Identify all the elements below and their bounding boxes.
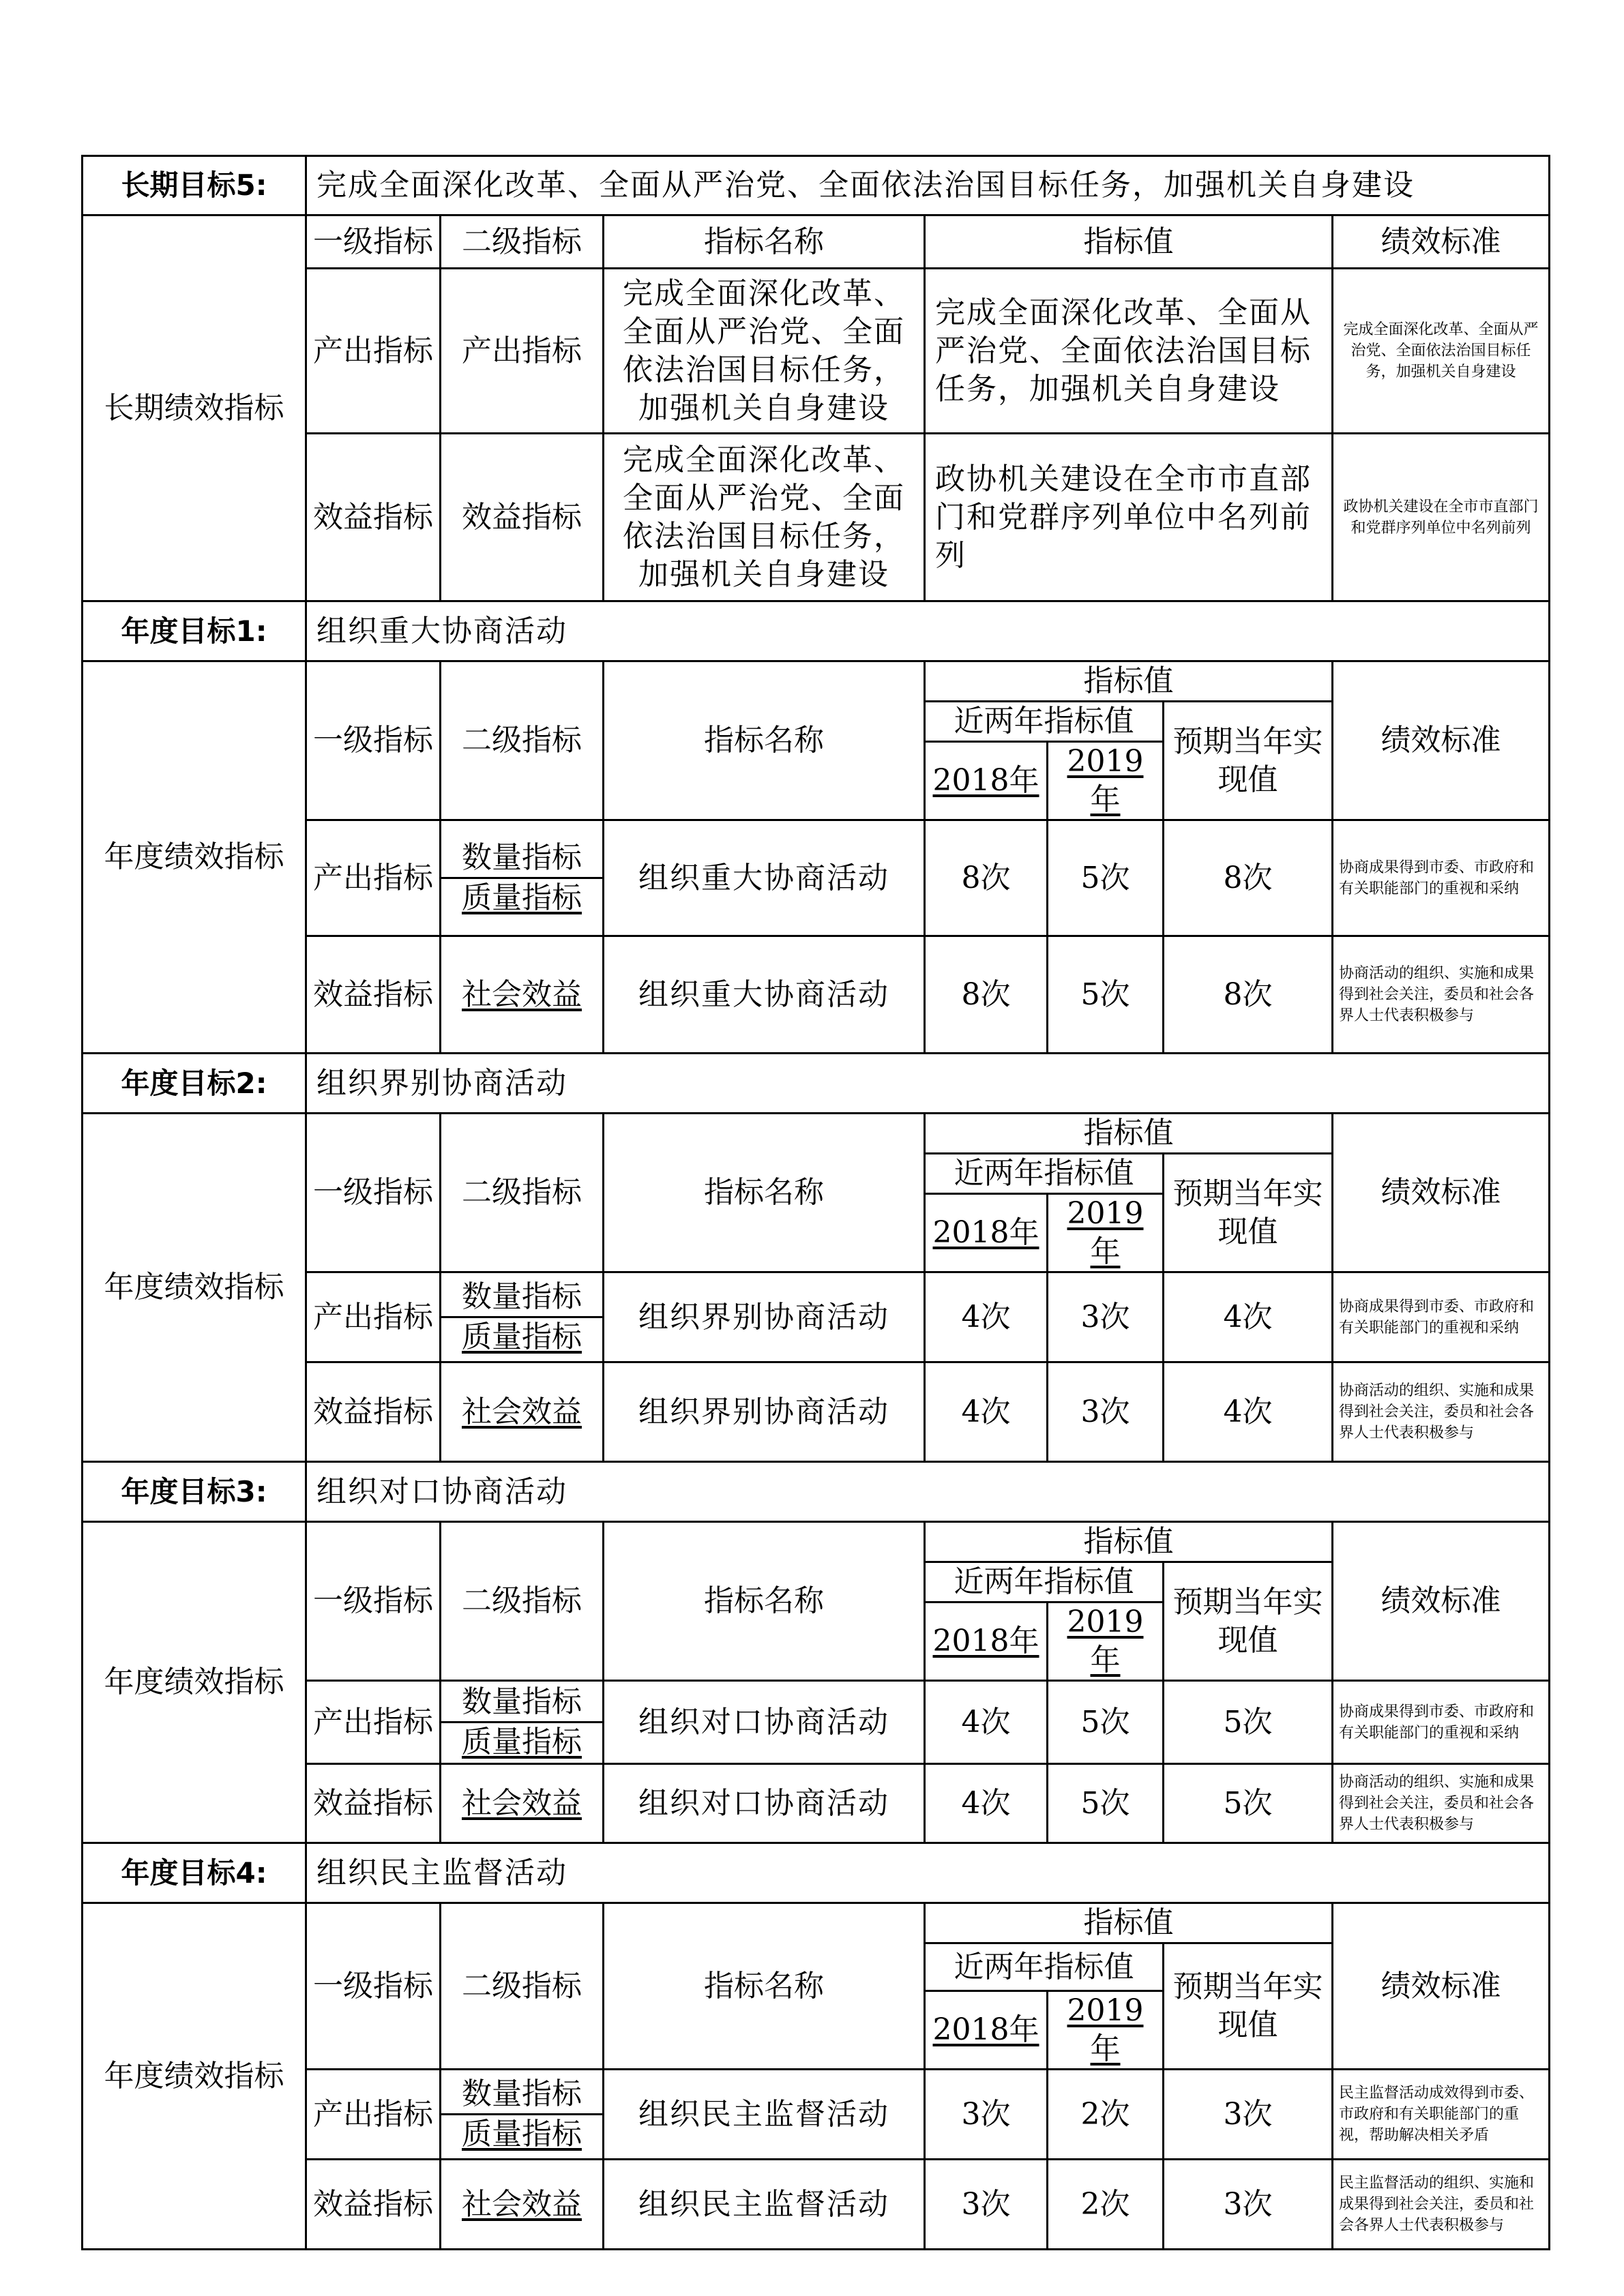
long-term-goal-row (83, 156, 1550, 215)
benefit-level1: 效益指标 (306, 1362, 441, 1462)
quality-indicator: 质量指标 (462, 1320, 582, 1354)
benefit-level2: 社会效益 (441, 1764, 604, 1843)
header-2019: 2019年 (1048, 1602, 1164, 1681)
output-name: 组织对口协商活动 (604, 1681, 925, 1764)
header-name: 指标名称 (604, 1114, 925, 1272)
lt-benefit-name: 完成全面深化改革、全面从严治党、全面依法治国目标任务，加强机关自身建设 (604, 434, 925, 601)
benefit-level2: 社会效益 (441, 936, 604, 1054)
benefit-expected: 4次 (1164, 1362, 1333, 1462)
benefit-2018: 3次 (925, 2160, 1048, 2250)
output-level2 (441, 2070, 604, 2160)
header-2019: 2019年 (1048, 1991, 1164, 2070)
benefit-2019: 5次 (1048, 936, 1164, 1054)
quality-indicator: 质量指标 (462, 2117, 582, 2151)
annual-goal-label: 年度目标4: (83, 1843, 306, 1903)
quantity-indicator: 数量指标 (441, 1683, 602, 1723)
output-name: 组织民主监督活动 (604, 2070, 925, 2160)
header-recent: 近两年指标值 (925, 1154, 1164, 1194)
header-2019: 2019年 (1048, 1194, 1164, 1272)
header-recent: 近两年指标值 (925, 702, 1164, 742)
header-expected: 预期当年实现值 (1164, 1154, 1333, 1272)
lt-output-name: 完成全面深化改革、全面从严治党、全面依法治国目标任务，加强机关自身建设 (604, 269, 925, 434)
quantity-indicator: 数量指标 (441, 1278, 602, 1318)
benefit-level2: 社会效益 (441, 2160, 604, 2250)
header-name: 指标名称 (604, 661, 925, 820)
benefit-2019: 5次 (1048, 1764, 1164, 1843)
output-standard: 协商成果得到市委、市政府和有关职能部门的重视和采纳 (1333, 1681, 1550, 1764)
header-2018: 2018年 (925, 742, 1048, 820)
benefit-standard: 民主监督活动的组织、实施和成果得到社会关注，委员和社会各界人士代表积极参与 (1333, 2160, 1550, 2250)
annual-section-label: 年度绩效指标 (83, 1114, 306, 1462)
lt-output-standard: 完成全面深化改革、全面从严治党、全面依法治国目标任务，加强机关自身建设 (1333, 269, 1550, 434)
output-level2 (441, 820, 604, 936)
lt-benefit-level2: 效益指标 (441, 434, 604, 601)
benefit-level1: 效益指标 (306, 2160, 441, 2250)
lt-output-level1: 产出指标 (306, 269, 441, 434)
performance-table (81, 155, 1550, 2250)
annual-goal-text: 组织民主监督活动 (306, 1843, 1550, 1903)
lt-output-value: 完成全面深化改革、全面从严治党、全面依法治国目标任务，加强机关自身建设 (925, 269, 1333, 434)
output-level1: 产出指标 (306, 2070, 441, 2160)
benefit-2019: 2次 (1048, 2160, 1164, 2250)
output-level1: 产出指标 (306, 1681, 441, 1764)
long-term-header-row (83, 215, 1550, 269)
benefit-standard: 协商活动的组织、实施和成果得到社会关注，委员和社会各界人士代表积极参与 (1333, 936, 1550, 1054)
output-2018: 4次 (925, 1681, 1048, 1764)
annual-goal-text: 组织界别协商活动 (306, 1054, 1550, 1114)
output-level2 (441, 1681, 604, 1764)
header-standard: 绩效标准 (1333, 1522, 1550, 1681)
header-level1: 一级指标 (306, 1903, 441, 2070)
output-name: 组织界别协商活动 (604, 1272, 925, 1362)
annual-goal-label: 年度目标3: (83, 1462, 306, 1522)
annual-goal-text: 组织对口协商活动 (306, 1462, 1550, 1522)
long-term-section-label: 长期绩效指标 (83, 215, 306, 601)
annual-goal-label: 年度目标1: (83, 601, 306, 661)
header-standard: 绩效标准 (1333, 1114, 1550, 1272)
benefit-2018: 4次 (925, 1362, 1048, 1462)
benefit-standard: 协商活动的组织、实施和成果得到社会关注，委员和社会各界人士代表积极参与 (1333, 1764, 1550, 1843)
header-standard: 绩效标准 (1333, 661, 1550, 820)
header-level1: 一级指标 (306, 1114, 441, 1272)
header-expected: 预期当年实现值 (1164, 1943, 1333, 2070)
lt-benefit-level1: 效益指标 (306, 434, 441, 601)
benefit-2019: 3次 (1048, 1362, 1164, 1462)
header-2018: 2018年 (925, 1602, 1048, 1681)
benefit-expected: 8次 (1164, 936, 1333, 1054)
annual-goal-row (83, 601, 1550, 661)
annual-section-label: 年度绩效指标 (83, 661, 306, 1054)
header-value: 指标值 (925, 1903, 1333, 1943)
header-2018: 2018年 (925, 1194, 1048, 1272)
benefit-name: 组织民主监督活动 (604, 2160, 925, 2250)
lt-output-level2: 产出指标 (441, 269, 604, 434)
output-2018: 4次 (925, 1272, 1048, 1362)
output-2018: 8次 (925, 820, 1048, 936)
header-level2: 二级指标 (441, 1114, 604, 1272)
output-2019: 5次 (1048, 1681, 1164, 1764)
annual-header-row (83, 661, 1550, 702)
lt-benefit-standard: 政协机关建设在全市市直部门和党群序列单位中名列前列 (1333, 434, 1550, 601)
annual-header-row (83, 1522, 1550, 1562)
quality-indicator: 质量指标 (462, 1725, 582, 1759)
header-level2: 二级指标 (441, 1522, 604, 1681)
benefit-expected: 5次 (1164, 1764, 1333, 1843)
output-expected: 3次 (1164, 2070, 1333, 2160)
quantity-indicator: 数量指标 (441, 2075, 602, 2115)
header-level2: 二级指标 (441, 215, 604, 269)
header-level1: 一级指标 (306, 661, 441, 820)
header-value: 指标值 (925, 661, 1333, 702)
header-level2: 二级指标 (441, 661, 604, 820)
benefit-expected: 3次 (1164, 2160, 1333, 2250)
long-term-goal-text: 完成全面深化改革、全面从严治党、全面依法治国目标任务，加强机关自身建设 (306, 156, 1550, 215)
header-2019: 2019年 (1048, 742, 1164, 820)
benefit-2018: 8次 (925, 936, 1048, 1054)
header-recent: 近两年指标值 (925, 1562, 1164, 1602)
output-level2 (441, 1272, 604, 1362)
header-level1: 一级指标 (306, 1522, 441, 1681)
performance-table-sheet (81, 155, 1548, 2250)
lt-benefit-value: 政协机关建设在全市市直部门和党群序列单位中名列前列 (925, 434, 1333, 601)
annual-goal-label: 年度目标2: (83, 1054, 306, 1114)
benefit-level2: 社会效益 (441, 1362, 604, 1462)
output-expected: 4次 (1164, 1272, 1333, 1362)
benefit-name: 组织对口协商活动 (604, 1764, 925, 1843)
header-level2: 二级指标 (441, 1903, 604, 2070)
annual-goal-row (83, 1462, 1550, 1522)
header-expected: 预期当年实现值 (1164, 702, 1333, 820)
output-standard: 协商成果得到市委、市政府和有关职能部门的重视和采纳 (1333, 820, 1550, 936)
output-2019: 5次 (1048, 820, 1164, 936)
header-name: 指标名称 (604, 1903, 925, 2070)
header-value: 指标值 (925, 1114, 1333, 1154)
output-2018: 3次 (925, 2070, 1048, 2160)
output-2019: 3次 (1048, 1272, 1164, 1362)
annual-section-label: 年度绩效指标 (83, 1522, 306, 1843)
output-name: 组织重大协商活动 (604, 820, 925, 936)
output-expected: 5次 (1164, 1681, 1333, 1764)
annual-goal-row (83, 1054, 1550, 1114)
header-recent: 近两年指标值 (925, 1943, 1164, 1991)
output-level1: 产出指标 (306, 820, 441, 936)
benefit-standard: 协商活动的组织、实施和成果得到社会关注，委员和社会各界人士代表积极参与 (1333, 1362, 1550, 1462)
header-level1: 一级指标 (306, 215, 441, 269)
header-2018: 2018年 (925, 1991, 1048, 2070)
header-expected: 预期当年实现值 (1164, 1562, 1333, 1681)
benefit-name: 组织界别协商活动 (604, 1362, 925, 1462)
annual-header-row (83, 1903, 1550, 1943)
benefit-level1: 效益指标 (306, 1764, 441, 1843)
output-standard: 民主监督活动成效得到市委、市政府和有关职能部门的重视，帮助解决相关矛盾 (1333, 2070, 1550, 2160)
output-standard: 协商成果得到市委、市政府和有关职能部门的重视和采纳 (1333, 1272, 1550, 1362)
header-value: 指标值 (925, 1522, 1333, 1562)
benefit-name: 组织重大协商活动 (604, 936, 925, 1054)
annual-goal-text: 组织重大协商活动 (306, 601, 1550, 661)
annual-header-row (83, 1114, 1550, 1154)
header-standard: 绩效标准 (1333, 215, 1550, 269)
header-standard: 绩效标准 (1333, 1903, 1550, 2070)
long-term-goal-label: 长期目标5: (83, 156, 306, 215)
output-level1: 产出指标 (306, 1272, 441, 1362)
header-value: 指标值 (925, 215, 1333, 269)
benefit-level1: 效益指标 (306, 936, 441, 1054)
annual-section-label: 年度绩效指标 (83, 1903, 306, 2250)
header-name: 指标名称 (604, 215, 925, 269)
benefit-2018: 4次 (925, 1764, 1048, 1843)
output-expected: 8次 (1164, 820, 1333, 936)
header-name: 指标名称 (604, 1522, 925, 1681)
quality-indicator: 质量指标 (462, 880, 582, 915)
output-2019: 2次 (1048, 2070, 1164, 2160)
quantity-indicator: 数量指标 (441, 839, 602, 879)
annual-goal-row (83, 1843, 1550, 1903)
